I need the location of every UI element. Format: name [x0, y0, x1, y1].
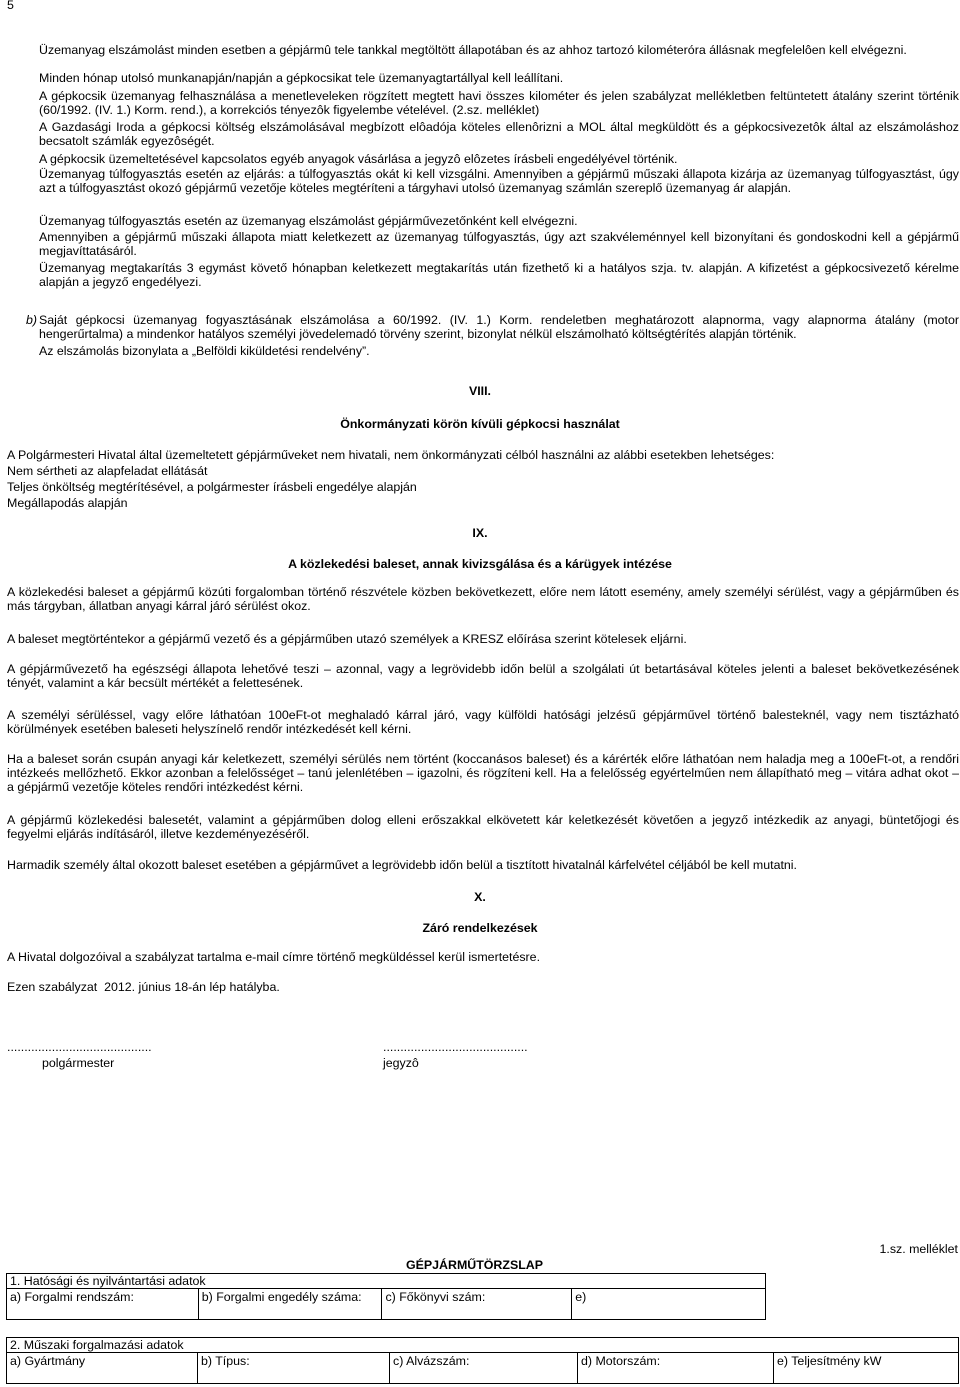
paragraph: A gépkocsik üzemanyag felhasználása a menetleveleken rögzített megtett havi összes kilométer és jelen szabályzat mellékletben feltüntetett átalány szerint történik (60/1992. (IV. 1.) Korm. rend.), a korrekciós tényezôk figyelembe vételével. (2.sz. melléklet) — [39, 89, 959, 118]
paragraph: Harmadik személy által okozott baleset esetében a gépjárművet a legrövidebb időn belül a tisztított hivatalnál kárfelvétel céljából be kell mutatni. — [7, 858, 797, 872]
form-title: GÉPJÁRMŰTÖRZSLAP — [406, 1258, 543, 1272]
paragraph: Ha a baleset során csupán anyagi kár keletkezett, személyi sérülés nem történt (koccanásos baleset) és a kárérték előre láthatóan nem haladja meg a 100eFt-ot, a rendőri intézkeés mellőzhető. Ekkor azonban a felelősséget – tanú jelenlétében – igazolni, és rögzíteni kell. Ha a felelősség egyértelműen nem állapítható meg – vitára adhat okot – a gépjármű vezetője köteles rendőri intézkedést kérni. — [7, 752, 959, 795]
page-number: 5 — [7, 0, 14, 12]
paragraph: A Hivatal dolgozóival a szabályzat tartalma e-mail címre történő megküldéssel kerül ismertetésre. — [7, 950, 541, 964]
signature-role-right: jegyzô — [383, 1056, 419, 1070]
form-cell: b) Típus: — [198, 1353, 390, 1384]
paragraph: A Polgármesteri Hivatal által üzemeltetett gépjárműveket nem hivatali, nem önkormányzati célból használni az alábbi esetekben lehetséges: — [7, 448, 775, 462]
appendix-label: 1.sz. melléklet — [879, 1242, 958, 1256]
paragraph: Üzemanyag túlfogyasztás esetén az eljárás: a túlfogyasztás okát ki kell vizsgálni. Amennyiben a gépjármű műszaki állapota kizárja az üzemanyag túlfogyasztást, úgy azt a túlfogyasztást okozó gépjármű vezetője köteles megtéríteni a tárgyhavi utolsó üzemanyag számlán szereplő üzemanyag ár alapján. — [39, 167, 959, 196]
paragraph: Ezen szabályzat 2012. június 18-án lép hatályba. — [7, 980, 280, 994]
section-number: VIII. — [468, 384, 492, 398]
section-title: Önkormányzati körön kívüli gépkocsi használat — [340, 417, 620, 431]
signature-role-left: polgármester — [42, 1056, 115, 1070]
section-title: Záró rendelkezések — [422, 921, 538, 935]
form-cell: e) — [572, 1289, 766, 1320]
paragraph: Az elszámolás bizonylata a „Belföldi kiküldetési rendelvény”. — [39, 344, 370, 358]
paragraph: A személyi sérüléssel, vagy előre láthatóan 100eFt-ot meghaladó kárral járó, vagy külföldi hatósági jelzésű gépjárművel történő balesteknél, vagy nem tisztázható körülmények esetében baleseti helyszínelő rendőr intézkedését kell kérni. — [7, 708, 959, 737]
form-section-header: 2. Műszaki forgalmazási adatok — [7, 1338, 959, 1353]
paragraph: Üzemanyag elszámolást minden esetben a gépjármû tele tankkal megtöltött állapotában és az ahhoz tartozó kilométeróra állásnak megfelelôen kell elvégezni. — [39, 43, 907, 57]
form-cell: e) Teljesítmény kW — [774, 1353, 959, 1384]
paragraph: A Gazdasági Iroda a gépkocsi költség elszámolásával megbízott elôadója köteles ellenôrizni a MOL által megküldött és a gépkocsivezetôk által az elszámoláshoz becsatolt számlák egyezôségét. — [39, 120, 959, 149]
section-title: A közlekedési baleset, annak kivizsgálása és a kárügyek intézése — [288, 557, 672, 571]
section-b-label: b) — [26, 313, 38, 327]
vehicle-record-table-2 — [6, 1337, 959, 1384]
form-cell: a) Gyártmány — [7, 1353, 198, 1384]
paragraph: A gépjármű közlekedési balesetét, valamint a gépjárműben dolog elleni erőszakkal elkövetett kár keletkezését követően a jegyző intézkedik az anyagi, büntetőjogi és fegyelmi eljárás indításáról, illetve kezdeményezéséről. — [7, 813, 959, 842]
list-item: Nem sértheti az alapfeladat ellátását — [7, 464, 208, 478]
paragraph: A közlekedési baleset a gépjármű közúti forgalomban történő részvétele közben bekövetkezett, előre nem látott esemény, amely személyi sérülést, vagy a gépjárműben és más tárgyban, állatban anyagi kárral járó sérülést okoz. — [7, 585, 959, 614]
form-cell: c) Alvázszám: — [390, 1353, 578, 1384]
paragraph: A baleset megtörténtekor a gépjármű vezető és a gépjárműben utazó személyek a KRESZ előírása szerint kötelesek eljárni. — [7, 632, 687, 646]
paragraph: Amennyiben a gépjármű műszaki állapota miatt keletkezett az üzemanyag túlfogyasztás, úgy azt szakvéleménnyel kell bizonyítani és gondoskodni kell a gépjármű megjavíttatásáról. — [39, 230, 959, 259]
paragraph: Üzemanyag megtakarítás 3 egymást követő hónapban keletkezett megtakarítás után fizethető ki a hatályos szja. tv. alapján. A kifizetést a gépkocsivezető kérelme alapján a jegyző engedélyezi. — [39, 261, 959, 290]
form-section-header: 1. Hatósági és nyilvántartási adatok — [7, 1274, 766, 1289]
form-cell: d) Motorszám: — [578, 1353, 774, 1384]
paragraph: Üzemanyag túlfogyasztás esetén az üzemanyag elszámolást gépjárművezetőnként kell elvégezni. — [39, 214, 578, 228]
form-cell: a) Forgalmi rendszám: — [7, 1289, 199, 1320]
form-cell: b) Forgalmi engedély száma: — [198, 1289, 382, 1320]
vehicle-record-table-1 — [6, 1273, 766, 1320]
paragraph: Saját gépkocsi üzemanyag fogyasztásának elszámolása a 60/1992. (IV. 1.) Korm. rendeletben meghatározott alapnorma, vagy alapnorma átalány (motor hengerűrtalma) a mindenkor hatályos személyi jövedelemadó törvény szerint, bizonylat nélkül elszámolható költségtérítés alapján történik. — [39, 313, 959, 342]
paragraph: A gépjárművezető ha egészségi állapota lehetővé teszi – azonnal, vagy a legrövidebb időn belül a szolgálati út betartásával köteles jelenti a baleset bekövetkezésének tényét, valamint a kár becsült mértékét a felettesének. — [7, 662, 959, 691]
list-item: Teljes önköltség megtérítésével, a polgármester írásbeli engedélye alapján — [7, 480, 417, 494]
signature-line-right: .......................................... — [383, 1040, 528, 1054]
section-number: X. — [474, 890, 486, 904]
signature-line-left: .......................................... — [7, 1040, 152, 1054]
form-cell: c) Főkönyvi szám: — [382, 1289, 572, 1320]
section-number: IX. — [472, 526, 488, 540]
paragraph: Minden hónap utolsó munkanapján/napján a gépkocsikat tele üzemanyagtartállyal kell leállítani. — [39, 71, 564, 85]
list-item: Megállapodás alapján — [7, 496, 128, 510]
paragraph: A gépkocsik üzemeltetésével kapcsolatos egyéb anyagok vásárlása a jegyzô elôzetes írásbeli engedélyével történik. — [39, 152, 678, 166]
